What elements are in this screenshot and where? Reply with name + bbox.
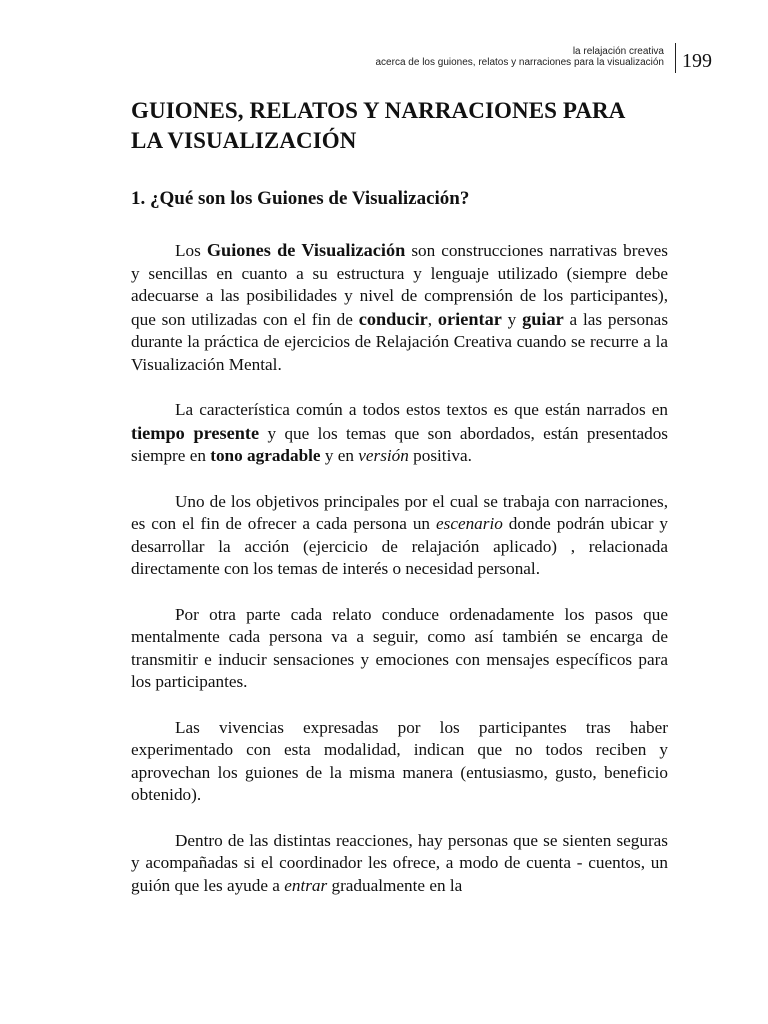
section-heading: 1. ¿Qué son los Guiones de Visualización? bbox=[131, 188, 470, 209]
chapter-title-line2: LA VISUALIZACIÓN bbox=[131, 128, 357, 153]
header-divider bbox=[675, 43, 676, 73]
paragraph-2: La característica común a todos estos textos es que están narrados en tiempo presente y que los temas que son abordados, están presentados siempre en tono agradable y en versión positiva. bbox=[131, 400, 668, 465]
term-entrar: entrar bbox=[284, 875, 328, 895]
paragraph-4: Por otra parte cada relato conduce ordenadamente los pasos que mentalmente cada persona va a seguir, como así también se encarga de transmitir e inducir sensaciones y emociones con mensajes específicos para los participantes. bbox=[131, 604, 668, 691]
term-version: versión bbox=[358, 446, 409, 465]
term-tiempo-presente: tiempo presente bbox=[131, 422, 260, 443]
paragraph-6: Dentro de las distintas reacciones, hay personas que se sienten seguras y acompañadas si el coordinador les ofrece, a modo de cuenta - cuentos, un guión que les ayude a entrar gradualmente en la bbox=[131, 830, 668, 895]
term-orientar: orientar bbox=[437, 308, 502, 329]
page-number: 199 bbox=[682, 50, 712, 72]
paragraph-5: Las vivencias expresadas por los participantes tras haber experimentado con esta modalidad, indican que no todos reciben y aprovechan los guiones de la misma manera (entusiasmo, gusto, beneficio obtenido). bbox=[131, 717, 668, 804]
paragraph-1: Los Guiones de Visualización son construcciones narrativas breves y sencillas en cuanto a su estructura y lenguaje utilizado (siempre debe adecuarse a las posibilidades y nivel de comprensión de los participantes), que son utilizadas con el fin de conducir, orientar y guiar a las personas durante la práctica de ejercicios de Relajación Creativa cuando se recurre a la Visualización Mental. bbox=[131, 240, 669, 374]
term-tono-agradable: tono agradable bbox=[210, 446, 321, 465]
chapter-title-line1: GUIONES, RELATOS Y NARRACIONES PARA bbox=[131, 98, 626, 123]
term-guiar: guiar bbox=[522, 308, 564, 329]
term-guiones: Guiones de Visualización bbox=[206, 240, 406, 260]
term-conducir: conducir bbox=[358, 308, 428, 329]
running-header bbox=[376, 46, 665, 68]
term-escenario: escenario bbox=[436, 514, 503, 533]
header-chapter-title: acerca de los guiones, relatos y narraciones para la visualización bbox=[375, 57, 664, 68]
chapter-title bbox=[131, 96, 668, 156]
page-body bbox=[131, 96, 668, 897]
paragraph-3: Uno de los objetivos principales por el cual se trabaja con narraciones, es con el fin de ofrecer a cada persona un escenario donde podrán ubicar y desarrollar la acción (ejercicio de relajación aplicado) , relacionada directamente con los temas de interés o necesidad personal. bbox=[131, 491, 668, 578]
header-book-title: la relajación creativa bbox=[572, 46, 664, 57]
